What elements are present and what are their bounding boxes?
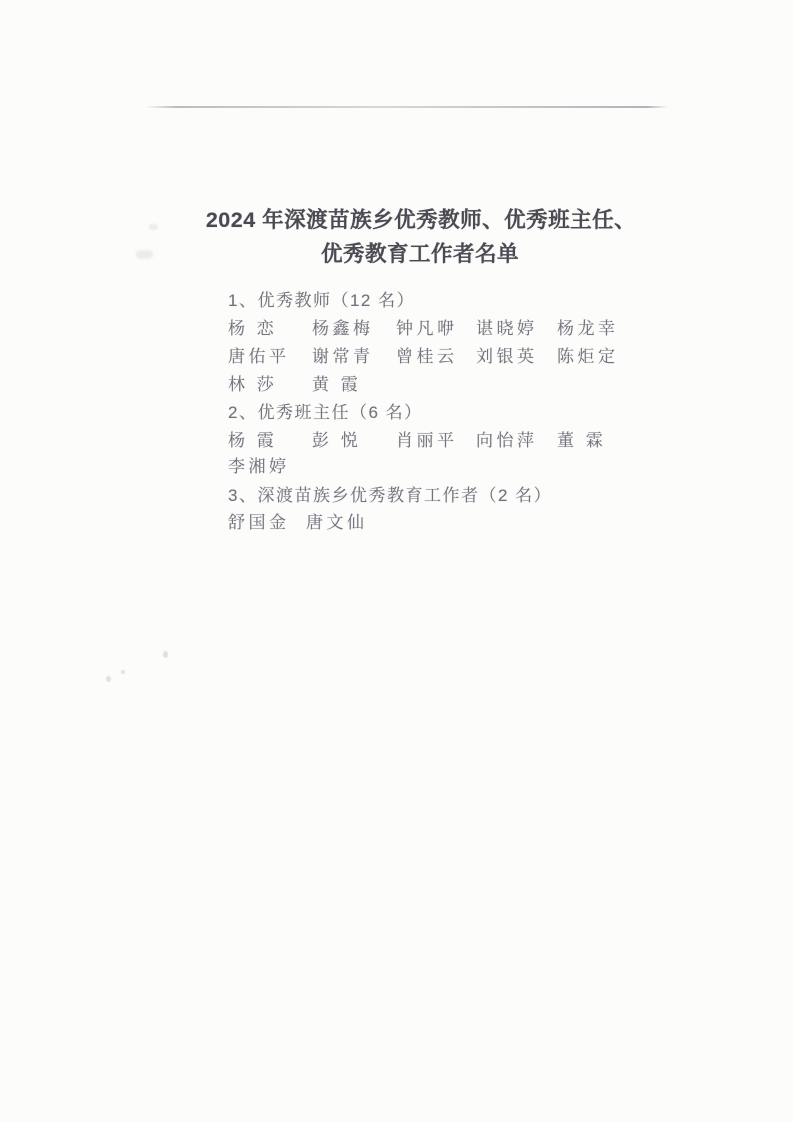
person-name: 李湘婷 [228, 457, 290, 476]
name-row [228, 342, 668, 366]
person-name: 谌晓婷 [476, 319, 538, 338]
person-name: 杨 恋 [228, 319, 278, 338]
document-title-line-2: 优秀教育工作者名单 [320, 242, 520, 266]
section-1-heading: 1、优秀教师（12 名） [228, 291, 416, 310]
person-name: 曾桂云 [396, 347, 458, 366]
person-name: 刘银英 [476, 347, 538, 366]
person-name: 杨龙幸 [557, 319, 619, 338]
person-name: 陈炬定 [557, 347, 619, 366]
section-3-heading: 3、深渡苗族乡优秀教育工作者（2 名） [228, 486, 553, 505]
person-name: 林 莎 [228, 375, 278, 394]
scan-speck [106, 676, 111, 682]
person-name: 杨鑫梅 [312, 319, 374, 338]
person-name: 唐佑平 [228, 347, 290, 366]
name-row [228, 370, 668, 394]
person-name: 肖丽平 [396, 431, 458, 450]
name-row [228, 426, 668, 450]
scan-smudge [149, 224, 158, 230]
paper-top-edge [145, 106, 668, 108]
person-name: 谢常青 [312, 347, 374, 366]
name-row [228, 452, 668, 476]
name-row [228, 314, 668, 338]
person-name: 钟凡咿 [396, 319, 458, 338]
document-title-line-1: 2024 年深渡苗族乡优秀教师、优秀班主任、 [205, 208, 637, 232]
section-2-heading: 2、优秀班主任（6 名） [228, 403, 423, 422]
person-name: 杨 霞 [228, 431, 278, 450]
person-name: 向怡萍 [476, 431, 538, 450]
scan-speck [121, 670, 125, 674]
person-name: 唐文仙 [306, 513, 368, 532]
person-name: 黄 霞 [312, 375, 362, 394]
name-row [228, 508, 668, 532]
scan-smudge [136, 250, 153, 259]
person-name: 董 霖 [557, 431, 607, 450]
scan-speck [163, 651, 168, 658]
person-name: 舒国金 [228, 513, 290, 532]
person-name: 彭 悦 [312, 431, 362, 450]
